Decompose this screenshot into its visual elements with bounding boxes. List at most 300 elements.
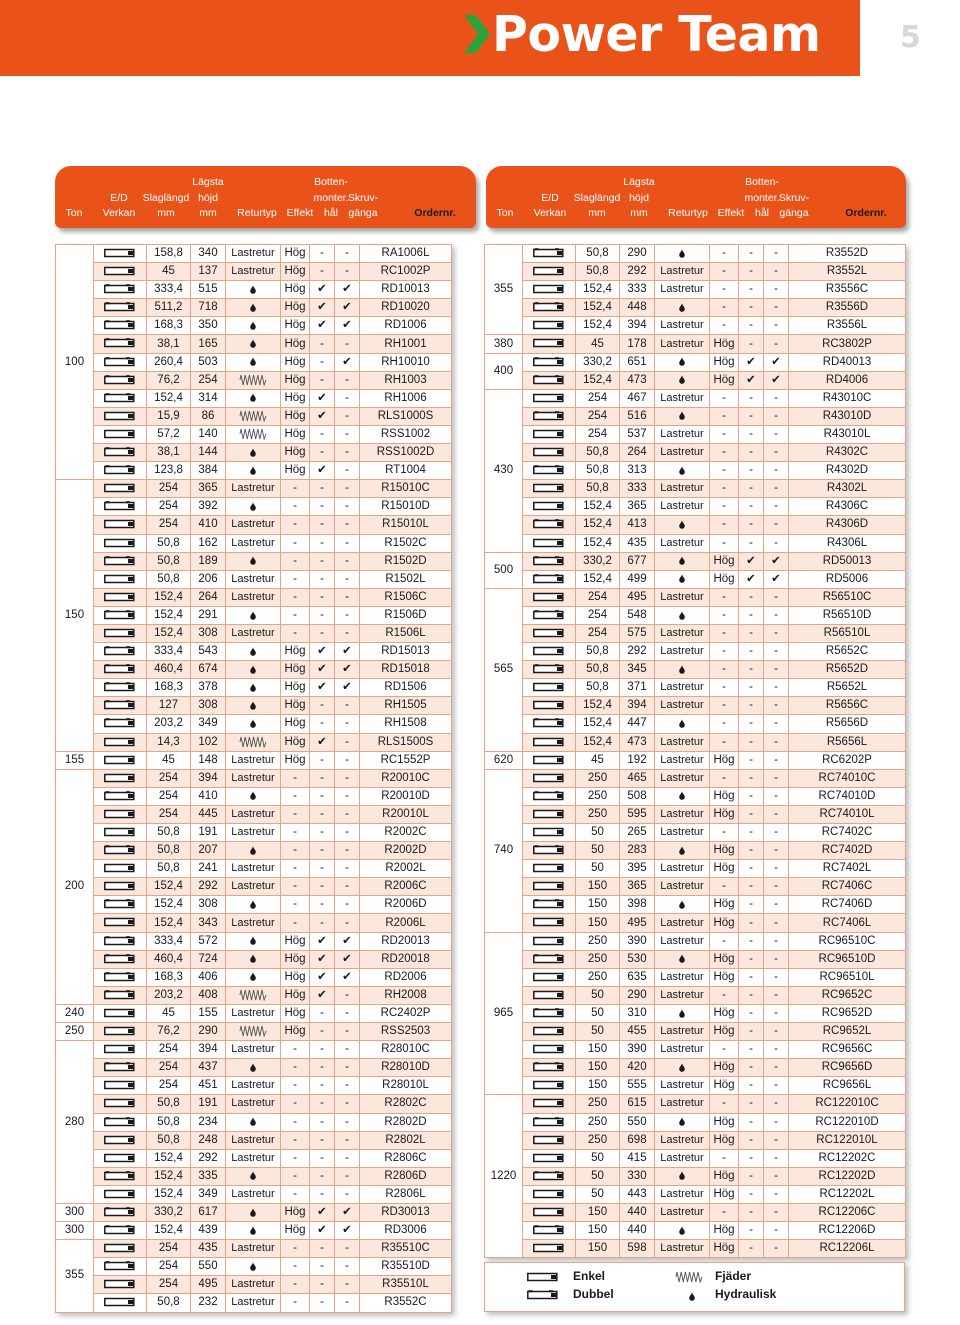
double-acting-icon <box>533 1008 565 1018</box>
order-number-cell: R1506L <box>360 624 452 642</box>
return-type-cell: Lastretur <box>655 986 710 1004</box>
action-type-cell <box>523 1222 576 1240</box>
stroke-cell: 50,8 <box>147 552 191 570</box>
effect-cell: - <box>710 480 739 498</box>
thread-cell: - <box>335 715 360 733</box>
order-number-cell: RSS1002D <box>360 444 452 462</box>
hydraulic-drop-icon <box>250 321 256 330</box>
table-row <box>56 1077 452 1095</box>
return-type-cell: Lastretur <box>655 751 710 769</box>
base-holes-cell <box>310 389 335 407</box>
stroke-cell: 152,4 <box>147 914 191 932</box>
table-row <box>485 896 906 914</box>
action-type-cell <box>523 914 576 932</box>
order-number-cell: RH10010 <box>360 353 452 371</box>
height-cell: 234 <box>191 1113 226 1131</box>
stroke-cell: 152,4 <box>576 299 620 317</box>
order-number-cell: R2002D <box>360 842 452 860</box>
base-holes-cell: - <box>739 878 764 896</box>
double-acting-icon <box>104 791 136 801</box>
order-number-cell: RSS1002 <box>360 425 452 443</box>
check-icon: ✔ <box>317 735 327 748</box>
effect-cell: - <box>710 986 739 1004</box>
check-icon: ✔ <box>342 645 352 658</box>
table-row <box>56 353 452 371</box>
stroke-cell: 168,3 <box>147 679 191 697</box>
table-row <box>485 878 906 896</box>
return-type-cell <box>226 1258 281 1276</box>
height-cell: 144 <box>191 444 226 462</box>
return-type-cell: Lastretur <box>226 1276 281 1294</box>
base-holes-cell: - <box>310 570 335 588</box>
stroke-cell: 254 <box>576 588 620 606</box>
thread-cell: - <box>764 624 789 642</box>
single-acting-icon <box>533 483 565 493</box>
effect-cell: Hög <box>710 787 739 805</box>
double-acting-icon <box>533 718 565 728</box>
stroke-cell: 330,2 <box>576 353 620 371</box>
effect-cell: Hög <box>710 552 739 570</box>
order-number-cell: RH1001 <box>360 335 452 353</box>
stroke-cell: 254 <box>147 769 191 787</box>
order-number-cell: RD15018 <box>360 661 452 679</box>
action-type-cell <box>523 715 576 733</box>
action-type-cell <box>523 1240 576 1258</box>
thread-cell: - <box>764 968 789 986</box>
thread-cell: - <box>335 516 360 534</box>
base-holes-cell: - <box>739 751 764 769</box>
check-icon: ✔ <box>771 554 781 567</box>
order-number-cell: RC7402L <box>789 860 906 878</box>
effect-cell: - <box>281 534 310 552</box>
height-cell: 191 <box>191 824 226 842</box>
height-cell: 455 <box>620 1023 655 1041</box>
header-ton <box>497 206 514 222</box>
height-cell: 140 <box>191 425 226 443</box>
table-row <box>56 1167 452 1185</box>
action-type-cell <box>523 842 576 860</box>
hydraulic-drop-icon <box>689 1292 695 1301</box>
check-icon: ✔ <box>342 319 352 332</box>
table-row <box>485 697 906 715</box>
height-cell: 264 <box>191 588 226 606</box>
single-acting-icon <box>527 1272 559 1282</box>
table-row <box>56 1023 452 1041</box>
table-row <box>485 1203 906 1221</box>
table-row <box>485 986 906 1004</box>
return-type-cell <box>226 444 281 462</box>
stroke-cell: 45 <box>147 1004 191 1022</box>
double-acting-icon <box>104 700 136 710</box>
effect-cell: Hög <box>281 245 310 263</box>
effect-cell: - <box>281 516 310 534</box>
effect-cell: - <box>710 425 739 443</box>
action-type-cell <box>94 1059 147 1077</box>
thread-cell: - <box>335 606 360 624</box>
order-number-cell: R28010C <box>360 1041 452 1059</box>
double-acting-icon <box>533 248 565 258</box>
height-cell: 503 <box>191 353 226 371</box>
double-acting-icon <box>104 447 136 457</box>
table-row <box>56 968 452 986</box>
single-acting-icon <box>533 501 565 511</box>
thread-cell: - <box>764 679 789 697</box>
action-type-cell <box>94 1041 147 1059</box>
base-holes-cell: - <box>310 824 335 842</box>
stroke-cell: 50 <box>576 1167 620 1185</box>
stroke-cell: 150 <box>576 878 620 896</box>
thread-cell: - <box>335 425 360 443</box>
effect-cell: - <box>281 896 310 914</box>
return-type-cell <box>655 570 710 588</box>
base-holes-cell: - <box>310 552 335 570</box>
effect-cell: - <box>281 805 310 823</box>
table-row <box>56 914 452 932</box>
effect-cell: Hög <box>281 299 310 317</box>
stroke-cell: 152,4 <box>576 516 620 534</box>
action-type-cell <box>523 1004 576 1022</box>
base-holes-cell <box>310 661 335 679</box>
table-row <box>56 1004 452 1022</box>
order-number-cell: R1502D <box>360 552 452 570</box>
base-holes-cell: - <box>739 932 764 950</box>
height-cell: 395 <box>620 860 655 878</box>
height-cell: 162 <box>191 534 226 552</box>
return-type-cell: Lastretur <box>655 1041 710 1059</box>
table-row <box>485 1023 906 1041</box>
order-number-cell: RC7406D <box>789 896 906 914</box>
action-type-cell <box>523 1185 576 1203</box>
single-acting-icon <box>104 881 136 891</box>
double-acting-icon <box>104 302 136 312</box>
thread-cell: - <box>335 697 360 715</box>
height-cell: 207 <box>191 842 226 860</box>
stroke-cell: 152,4 <box>147 1222 191 1240</box>
height-cell: 448 <box>620 299 655 317</box>
base-holes-cell: - <box>310 860 335 878</box>
header-order <box>845 206 886 222</box>
action-type-cell <box>523 787 576 805</box>
thread-cell: - <box>764 661 789 679</box>
stroke-cell: 50 <box>576 1004 620 1022</box>
order-number-cell: R15010D <box>360 498 452 516</box>
stroke-cell: 152,4 <box>147 389 191 407</box>
base-holes-cell: - <box>739 1041 764 1059</box>
effect-cell: - <box>281 878 310 896</box>
return-type-cell: Lastretur <box>655 335 710 353</box>
action-type-cell <box>94 697 147 715</box>
spring-icon <box>239 1025 267 1037</box>
action-type-cell <box>94 932 147 950</box>
single-acting-icon <box>533 393 565 403</box>
table-row <box>485 1077 906 1095</box>
height-cell: 575 <box>620 624 655 642</box>
thread-cell: - <box>335 986 360 1004</box>
table-row <box>56 245 452 263</box>
return-type-cell: Lastretur <box>226 1131 281 1149</box>
hydraulic-drop-icon <box>679 1117 685 1126</box>
height-cell: 254 <box>191 371 226 389</box>
height-cell: 550 <box>191 1258 226 1276</box>
effect-cell: - <box>281 1095 310 1113</box>
hydraulic-drop-icon <box>250 900 256 909</box>
return-type-cell <box>655 787 710 805</box>
thread-cell: - <box>764 986 789 1004</box>
effect-cell: - <box>281 1059 310 1077</box>
double-acting-icon <box>104 664 136 674</box>
table-row <box>56 534 452 552</box>
thread-cell: - <box>764 1095 789 1113</box>
stroke-cell: 254 <box>147 516 191 534</box>
order-number-cell: RD1006 <box>360 317 452 335</box>
base-holes-cell: - <box>310 516 335 534</box>
height-cell: 410 <box>191 516 226 534</box>
double-acting-icon <box>533 1171 565 1181</box>
single-acting-icon <box>533 773 565 783</box>
stroke-cell: 150 <box>576 914 620 932</box>
effect-cell: - <box>281 570 310 588</box>
check-icon: ✔ <box>746 355 756 368</box>
effect-cell: - <box>710 606 739 624</box>
height-cell: 248 <box>191 1131 226 1149</box>
stroke-cell: 333,4 <box>147 932 191 950</box>
single-acting-icon <box>104 538 136 548</box>
stroke-cell: 152,4 <box>147 1149 191 1167</box>
single-acting-icon <box>104 1279 136 1289</box>
double-acting-icon <box>104 1261 136 1271</box>
hydraulic-drop-icon <box>250 719 256 728</box>
page-number: 5 <box>900 20 921 55</box>
return-type-cell <box>226 968 281 986</box>
height-cell: 189 <box>191 552 226 570</box>
height-cell: 515 <box>191 281 226 299</box>
height-cell: 191 <box>191 1095 226 1113</box>
effect-cell: Hög <box>281 335 310 353</box>
action-type-cell <box>94 1258 147 1276</box>
table-row <box>485 606 906 624</box>
return-type-cell: Lastretur <box>226 824 281 842</box>
thread-cell: - <box>764 245 789 263</box>
action-type-cell <box>523 498 576 516</box>
effect-cell: - <box>281 1294 310 1312</box>
return-type-cell: Lastretur <box>226 263 281 281</box>
thread-cell: - <box>764 281 789 299</box>
base-holes-cell: - <box>310 1240 335 1258</box>
order-number-cell: RC74010C <box>789 769 906 787</box>
order-number-cell: R1502C <box>360 534 452 552</box>
height-cell: 308 <box>191 697 226 715</box>
double-acting-icon <box>527 1290 559 1300</box>
table-row <box>56 552 452 570</box>
return-type-cell: Lastretur <box>655 697 710 715</box>
base-holes-cell: - <box>310 1113 335 1131</box>
action-type-cell <box>94 245 147 263</box>
thread-cell: - <box>335 498 360 516</box>
return-type-cell <box>226 1222 281 1240</box>
return-type-cell: Lastretur <box>226 1004 281 1022</box>
thread-cell: - <box>335 1095 360 1113</box>
table-row <box>56 1131 452 1149</box>
hydraulic-drop-icon <box>679 791 685 800</box>
hydraulic-drop-icon <box>679 574 685 583</box>
thread-cell <box>335 661 360 679</box>
base-holes-cell <box>739 371 764 389</box>
height-cell: 499 <box>620 570 655 588</box>
table-row <box>56 299 452 317</box>
thread-cell: - <box>335 624 360 642</box>
table-row <box>56 1059 452 1077</box>
table-row <box>485 281 906 299</box>
table-row <box>56 516 452 534</box>
order-number-cell: R35510L <box>360 1276 452 1294</box>
header-height-line: mm <box>199 207 217 219</box>
stroke-cell: 14,3 <box>147 733 191 751</box>
table-row <box>485 588 906 606</box>
action-type-cell <box>94 860 147 878</box>
hydraulic-drop-icon <box>679 303 685 312</box>
stroke-cell: 250 <box>576 805 620 823</box>
double-acting-icon <box>533 375 565 385</box>
base-holes-cell <box>310 932 335 950</box>
table-row <box>485 1222 906 1240</box>
thread-cell: - <box>764 950 789 968</box>
effect-cell: Hög <box>710 896 739 914</box>
thread-cell: - <box>335 444 360 462</box>
height-cell: 465 <box>620 769 655 787</box>
double-acting-icon <box>533 302 565 312</box>
header-effect-line: Effekt <box>286 207 314 219</box>
height-cell: 473 <box>620 371 655 389</box>
return-type-cell <box>226 606 281 624</box>
table-row <box>485 444 906 462</box>
table-row <box>56 425 452 443</box>
table-row <box>56 1240 452 1258</box>
return-type-cell <box>226 1113 281 1131</box>
thread-cell: - <box>764 787 789 805</box>
stroke-cell: 38,1 <box>147 335 191 353</box>
double-acting-icon <box>533 954 565 964</box>
height-cell: 495 <box>620 914 655 932</box>
effect-cell: Hög <box>710 1113 739 1131</box>
hydraulic-drop-icon <box>679 1226 685 1235</box>
hydraulic-drop-icon <box>679 665 685 674</box>
table-row <box>56 606 452 624</box>
return-type-cell: Lastretur <box>226 751 281 769</box>
hydraulic-drop-icon <box>250 466 256 475</box>
table-row <box>56 1203 452 1221</box>
single-acting-icon <box>533 320 565 330</box>
single-acting-icon <box>533 809 565 819</box>
height-cell: 345 <box>620 661 655 679</box>
order-number-cell: RT1004 <box>360 462 452 480</box>
single-acting-icon <box>533 646 565 656</box>
hydraulic-drop-icon <box>250 611 256 620</box>
single-acting-icon <box>104 755 136 765</box>
thread-cell: - <box>764 769 789 787</box>
base-holes-cell: - <box>310 606 335 624</box>
return-type-cell: Lastretur <box>655 389 710 407</box>
height-cell: 473 <box>620 733 655 751</box>
order-number-cell: RC12206L <box>789 1240 906 1258</box>
action-type-cell <box>94 878 147 896</box>
action-type-cell <box>94 733 147 751</box>
ton-cell: 430 <box>485 389 523 552</box>
stroke-cell: 50,8 <box>147 534 191 552</box>
stroke-cell: 254 <box>147 480 191 498</box>
base-holes-cell: - <box>739 588 764 606</box>
action-type-cell <box>94 534 147 552</box>
effect-cell: - <box>710 733 739 751</box>
thread-cell: - <box>335 824 360 842</box>
double-acting-icon <box>104 646 136 656</box>
order-number-cell: RC12206C <box>789 1203 906 1221</box>
order-number-cell: RD5006 <box>789 570 906 588</box>
order-number-cell: RD15013 <box>360 643 452 661</box>
effect-cell: Hög <box>710 842 739 860</box>
header-base-line: Botten- <box>745 176 779 188</box>
header-effect <box>287 206 314 222</box>
effect-cell: - <box>710 1203 739 1221</box>
order-number-cell: RC12206D <box>789 1222 906 1240</box>
double-acting-icon <box>104 357 136 367</box>
effect-cell: - <box>710 1149 739 1167</box>
order-number-cell: RD40013 <box>789 353 906 371</box>
height-cell: 495 <box>191 1276 226 1294</box>
return-type-cell <box>655 371 710 389</box>
double-acting-icon <box>533 791 565 801</box>
thread-cell <box>335 299 360 317</box>
base-holes-cell: - <box>310 1077 335 1095</box>
table-row <box>485 624 906 642</box>
effect-cell: Hög <box>281 353 310 371</box>
hydraulic-drop-icon <box>679 719 685 728</box>
header-thread-line: Skruv- <box>347 191 379 204</box>
single-acting-icon <box>533 284 565 294</box>
single-acting-icon <box>104 411 136 421</box>
stroke-cell: 50,8 <box>147 1113 191 1131</box>
thread-cell: - <box>335 733 360 751</box>
height-cell: 495 <box>620 588 655 606</box>
action-type-cell <box>523 263 576 281</box>
action-type-cell <box>94 1149 147 1167</box>
table-row <box>485 1240 906 1258</box>
order-number-cell: RC96510C <box>789 932 906 950</box>
height-cell: 617 <box>191 1203 226 1221</box>
action-type-cell <box>94 281 147 299</box>
height-cell: 310 <box>620 1004 655 1022</box>
return-type-cell <box>226 697 281 715</box>
height-cell: 398 <box>620 896 655 914</box>
hydraulic-drop-icon <box>250 683 256 692</box>
order-number-cell: RD10020 <box>360 299 452 317</box>
thread-cell: - <box>335 1258 360 1276</box>
stroke-cell: 254 <box>147 1276 191 1294</box>
height-cell: 635 <box>620 968 655 986</box>
action-type-cell <box>94 751 147 769</box>
return-type-cell: Lastretur <box>655 263 710 281</box>
order-number-cell: R5652C <box>789 643 906 661</box>
thread-cell: - <box>335 462 360 480</box>
stroke-cell: 203,2 <box>147 715 191 733</box>
thread-cell: - <box>764 425 789 443</box>
return-type-cell: Lastretur <box>655 679 710 697</box>
order-number-cell: RC96510D <box>789 950 906 968</box>
table-row <box>56 1294 452 1312</box>
check-icon: ✔ <box>317 681 327 694</box>
stroke-cell: 330,2 <box>147 1203 191 1221</box>
check-icon: ✔ <box>771 572 781 585</box>
stroke-cell: 152,4 <box>147 588 191 606</box>
